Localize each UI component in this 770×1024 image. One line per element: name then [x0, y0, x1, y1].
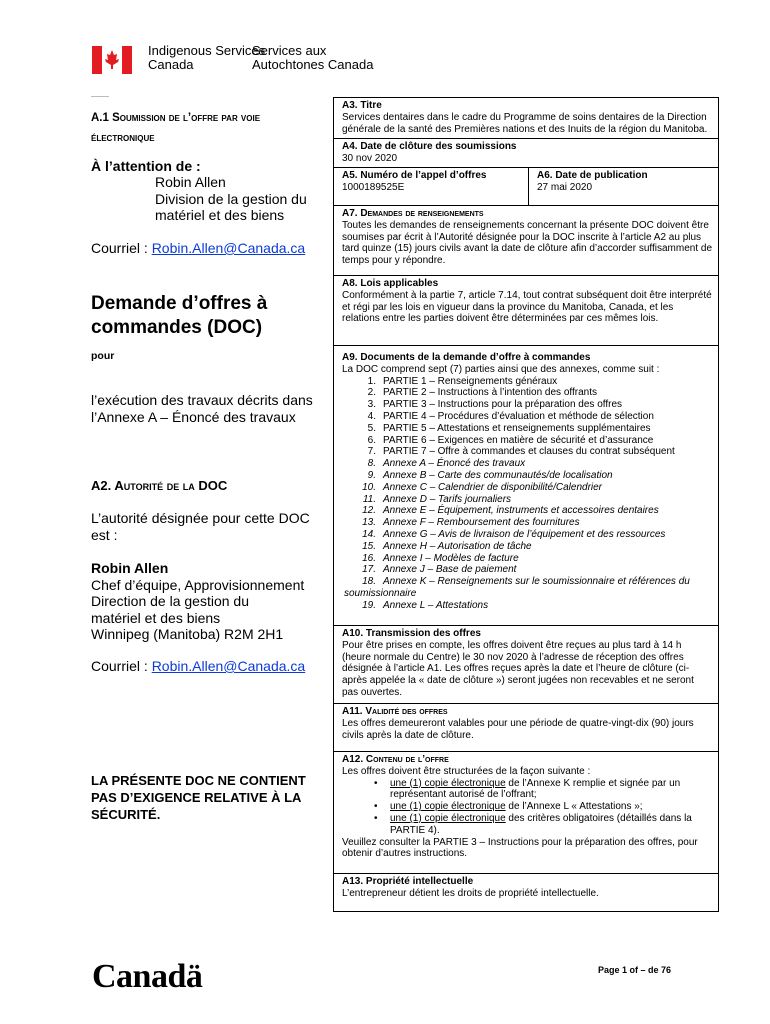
- canada-wordmark-logo: Canadä: [92, 958, 203, 995]
- org-name-fr: Services aux Autochtones Canada: [252, 43, 374, 72]
- a9-item-number: 15.: [362, 540, 376, 552]
- a9-item-number: 2.: [367, 387, 376, 399]
- a9-item-number: 9.: [367, 469, 376, 481]
- a9-item-text: Annexe F – Remboursement des fournitures: [383, 517, 580, 529]
- a9-item-text: Annexe J – Base de paiement: [383, 564, 517, 576]
- a9-list-item: [342, 553, 712, 565]
- a12-bullet: • une (1) copie électronique des critères obligatoires (détaillés dans la PARTIE 4).: [378, 813, 712, 837]
- a9-item-text: Annexe I – Modèles de facture: [383, 552, 519, 564]
- a9-item-number: 17.: [362, 564, 376, 576]
- a9-item-text: PARTIE 3 – Instructions pour la préparation des offres: [383, 399, 623, 411]
- a9-item-number: 7.: [367, 446, 376, 458]
- a9-list-item: [342, 423, 712, 435]
- a9-list-item: [342, 517, 712, 529]
- a9-item-text: Annexe D – Tarifs journaliers: [383, 493, 512, 505]
- a9-list-item: [342, 564, 712, 576]
- a9-item-number: 13.: [362, 517, 376, 529]
- cell-a5-tender-number: A5. Numéro de l’appel d’offres 1000189525E: [333, 168, 529, 206]
- a9-list-item: [342, 435, 712, 447]
- authority-text: L’autorité désignée pour cette DOC est :: [91, 510, 310, 543]
- a9-item-text: Annexe G – Avis de livraison de l’équipement et des ressources: [383, 528, 666, 540]
- a9-item-number: 6.: [367, 434, 376, 446]
- a12-bullet-list: [342, 778, 712, 837]
- a9-item-text: PARTIE 1 – Renseignements généraux: [383, 375, 558, 387]
- a9-list-item: [342, 399, 712, 411]
- a9-item-number: 11.: [362, 493, 376, 505]
- a9-item-number: 18.: [362, 576, 376, 588]
- email-line: Courriel : Robin.Allen@Canada.ca: [91, 240, 306, 256]
- a9-item-number: 8.: [367, 458, 376, 470]
- document-title: Demande d’offres à commandes (DOC): [91, 293, 268, 338]
- a9-item-number: 3.: [367, 399, 376, 411]
- cell-a9-documents: A9. Documents de la demande d’offre à commandes La DOC comprend sept (7) parties ainsi que des annexes, comme suit : 1. PARTIE 1 – Renseignements généraux 2. PARTIE 2 – Instructions à l’intention des offrants 3. PARTIE 3 – Instructions pour la préparation des offres 4. PARTIE 4 – Procédures d’évaluation et méthode de sélection 5. PARTIE 5 – Attestations et renseignements supplémentaires 6. PARTIE 6 – Exigences en matière de sécurité et d’assurance 7. PARTIE 7 – Offre à commandes et clauses du contrat subséquent 8. Annexe A – Énoncé des travaux 9. Annexe B – Carte des communautés/de localisation 10. Annexe C – Calendrier de disponibilité/Calendrier 11. Annexe D – Tarifs journaliers 12. Annexe E – Équipement, instruments et accessoires dentaires 13. Annexe F – Remboursement des fournitures 14. Annexe G – Avis de livraison de l’équipement et des ressources 15. Annexe H – Autorisation de tâche 16. Annexe I – Modèles de facture 17. Annexe J – Base de paiement 18. Annexe K – Renseignements sur le soumissionnaire et références du soumissionnaire 19. Annexe L – Attestations: [333, 346, 719, 626]
- section-a2-title: A2. Autorité de la DOC: [91, 478, 228, 493]
- a9-item-number: 12.: [362, 505, 376, 517]
- divider: [91, 96, 109, 97]
- a12-bullet: • une (1) copie électronique de l’Annexe L « Attestations »;: [378, 801, 712, 813]
- a9-list-item: [342, 376, 712, 388]
- a9-list-item: [342, 446, 712, 458]
- attention-label: À l’attention de :: [91, 158, 201, 174]
- cell-a13-ip: A13. Propriété intellectuelle L’entrepreneur détient les droits de propriété intellectuelle.: [333, 874, 719, 912]
- a9-item-number: 1.: [367, 375, 376, 387]
- a9-list-item: [342, 470, 712, 482]
- a9-item-number: 5.: [367, 422, 376, 434]
- a9-item-text: Annexe E – Équipement, instruments et accessoires dentaires: [383, 505, 659, 517]
- authority-contact: Robin Allen Chef d’équipe, Approvisionnement Direction de la gestion du matériel et des biens Winnipeg (Manitoba) R2M 2H1: [91, 560, 305, 642]
- org-name-en: Indigenous Services Canada: [148, 43, 266, 72]
- a9-list-item: [342, 588, 712, 600]
- canada-flag-icon: [92, 46, 132, 74]
- attention-recipient: Robin Allen Division de la gestion du matériel et des biens: [155, 174, 307, 223]
- a9-list-item: [342, 482, 712, 494]
- a9-list-item: [342, 387, 712, 399]
- cell-a4-closing-date: A4. Date de clôture des soumissions 30 nov 2020: [333, 139, 719, 168]
- a9-list-item: [342, 411, 712, 423]
- a9-list-item: [342, 576, 712, 588]
- a9-item-text: PARTIE 5 – Attestations et renseignements supplémentaires: [383, 422, 651, 434]
- cell-a12-content: A12. Contenu de l’offre Les offres doivent être structurées de la façon suivante : • une (1) copie électronique de l’Annexe K remplie et signée par un représentant autorisé de l’offrant; • une (1) copie électronique de l’Annexe L « Attestations »; • une (1) copie électronique des critères obligatoires (détaillés dans la PARTIE 4). Veuillez consulter la PARTIE 3 – Instructions pour la préparation des offres, pour obtenir d’autres instructions.: [333, 752, 719, 874]
- a9-item-text: Annexe A – Énoncé des travaux: [383, 458, 526, 470]
- a9-list-item: [342, 600, 712, 612]
- cell-a10-submission: A10. Transmission des offres Pour être prises en compte, les offres doivent être reçues au plus tard à 14 h (heure normale du Centre) le 30 nov 2020 à l’adresse de réception des offres désignée à l’article A1. Les offres reçues après la date et l’heure de clôture (ci-après appelée la « date de clôture ») seront jugées non recevables et ne seront pas ouvertes.: [333, 626, 719, 704]
- cell-a6-publication-date: A6. Date de publication 27 mai 2020: [528, 168, 719, 206]
- email-link[interactable]: Robin.Allen@Canada.ca: [151, 240, 306, 256]
- cell-a7-inquiries: A7. Demandes de renseignements Toutes les demandes de renseignements concernant la présente DOC doivent être soumises par écrit à l’Autorité désignée pour la DOC inscrite à l’article A2 au plus tard quinze (15) jours civils avant la date de clôture afin d’accorder suffisamment de temps pour y répondre.: [333, 206, 719, 276]
- a9-item-number: 19.: [362, 599, 376, 611]
- a9-item-text: Annexe B – Carte des communautés/de localisation: [383, 469, 613, 481]
- a9-item-number: 4.: [367, 410, 376, 422]
- a9-item-text: PARTIE 6 – Exigences en matière de sécurité et d’assurance: [383, 434, 654, 446]
- a12-bullet: • une (1) copie électronique de l’Annexe K remplie et signée par un représentant autorisé de l’offrant;: [378, 778, 712, 802]
- cell-a3-title: A3. Titre Services dentaires dans le cadre du Programme de soins dentaires de la Direction générale de la santé des Premières nations et des Inuits de la région du Manitoba.: [333, 97, 719, 139]
- a9-item-text: Annexe K – Renseignements sur le soumissionnaire et références du: [383, 576, 690, 588]
- a9-item-number: 16.: [362, 552, 376, 564]
- a9-item-text: Annexe L – Attestations: [383, 599, 489, 611]
- a9-item-text: PARTIE 7 – Offre à commandes et clauses du contrat subséquent: [383, 446, 675, 458]
- a9-list-item: [342, 494, 712, 506]
- a9-list-item: [342, 505, 712, 517]
- page-number: Page 1 of – de 76: [598, 965, 672, 975]
- a9-item-text: PARTIE 2 – Instructions à l’intention des offrants: [383, 387, 598, 399]
- a9-document-list: [342, 376, 712, 612]
- a9-item-text: PARTIE 4 – Procédures d’évaluation et méthode de sélection: [383, 410, 654, 422]
- scope-text: l’exécution des travaux décrits dans l’Annexe A – Énoncé des travaux: [91, 392, 313, 425]
- section-a1-title: A.1 Soumission de l’offre par voie électronique: [91, 112, 261, 144]
- a9-list-item: [342, 529, 712, 541]
- cell-a11-validity: A11. Validité des offres Les offres demeureront valables pour une période de quatre-vingt-dix (90) jours civils après la date de clôture.: [333, 704, 719, 752]
- a9-item-number: 14.: [362, 528, 376, 540]
- a9-item-number: 10.: [362, 481, 376, 493]
- a9-item-text: Annexe H – Autorisation de tâche: [383, 540, 532, 552]
- pour-label: pour: [91, 350, 115, 362]
- cell-a8-applicable-laws: A8. Lois applicables Conformément à la partie 7, article 7.14, tout contrat subséquent doit être interprété et régi par les lois en vigueur dans la province du Manitoba, Canada, et les relations entre les parties doivent être déterminées par ces mêmes lois.: [333, 276, 719, 346]
- a9-item-text: Annexe C – Calendrier de disponibilité/Calendrier: [383, 481, 603, 493]
- security-statement: LA PRÉSENTE DOC NE CONTIENT PAS D’EXIGENCE RELATIVE À LA SÉCURITÉ.: [91, 773, 306, 822]
- authority-email-link[interactable]: Robin.Allen@Canada.ca: [151, 658, 306, 674]
- a9-list-item: [342, 541, 712, 553]
- a9-list-item: [342, 458, 712, 470]
- authority-email-line: Courriel : Robin.Allen@Canada.ca: [91, 658, 306, 674]
- a9-item-text: soumissionnaire: [344, 587, 417, 599]
